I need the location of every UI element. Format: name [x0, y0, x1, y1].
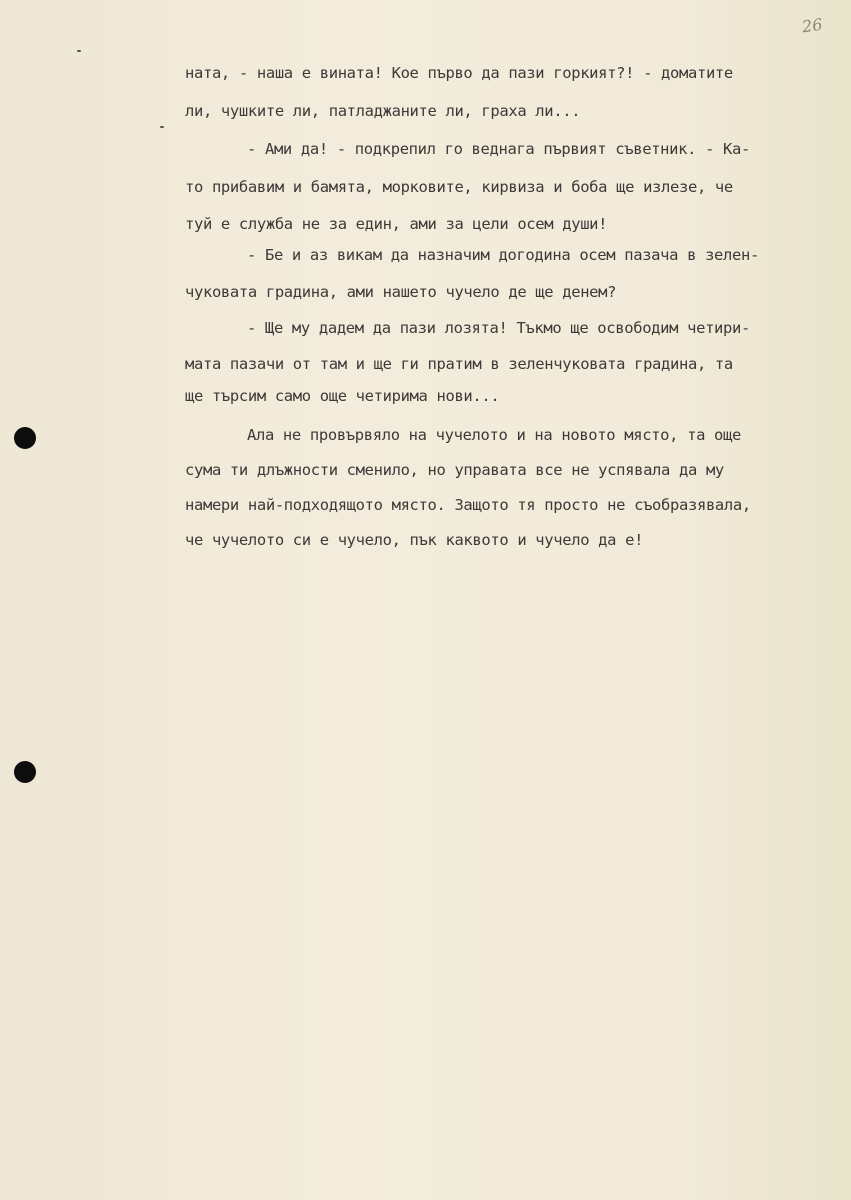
punch-hole-top	[14, 427, 36, 449]
text-line: то прибавим и бамята, морковите, кирвиза и боба ще излезе, че	[185, 178, 733, 196]
text-line: ли, чушките ли, патладжаните ли, граха ли...	[185, 102, 581, 120]
text-line: мата пазачи от там и ще ги пратим в зеленчуковата градина, та	[185, 355, 733, 373]
punch-hole-bottom	[14, 761, 36, 783]
text-line: туй е служба не за един, ами за цели осем души!	[185, 215, 608, 233]
text-line: - Бе и аз викам да назначим догодина осем пазача в зелен-	[247, 246, 759, 264]
text-line: ще търсим само още четирима нови...	[185, 387, 500, 405]
page-number: 26	[800, 14, 824, 37]
text-line: намери най-подходящото място. Защото тя просто не съобразявала,	[185, 496, 751, 514]
text-line: - Ще му дадем да пази лозята! Тъкмо ще освободим четири-	[247, 319, 750, 337]
text-line: сума ти длъжности сменило, но управата все не успявала да му	[185, 461, 724, 479]
text-line: Ала не провървяло на чучелото и на новото място, та още	[247, 426, 741, 444]
text-line: че чучелото си е чучело, пък каквото и чучело да е!	[185, 531, 644, 549]
text-line: чуковата градина, ами нашето чучело де ще денем?	[185, 283, 617, 301]
text-line: - Ами да! - подкрепил го веднага първият съветник. - Ка-	[247, 140, 750, 158]
text-line: ната, - наша е вината! Кое първо да пази горкият?! - доматите	[185, 64, 733, 82]
